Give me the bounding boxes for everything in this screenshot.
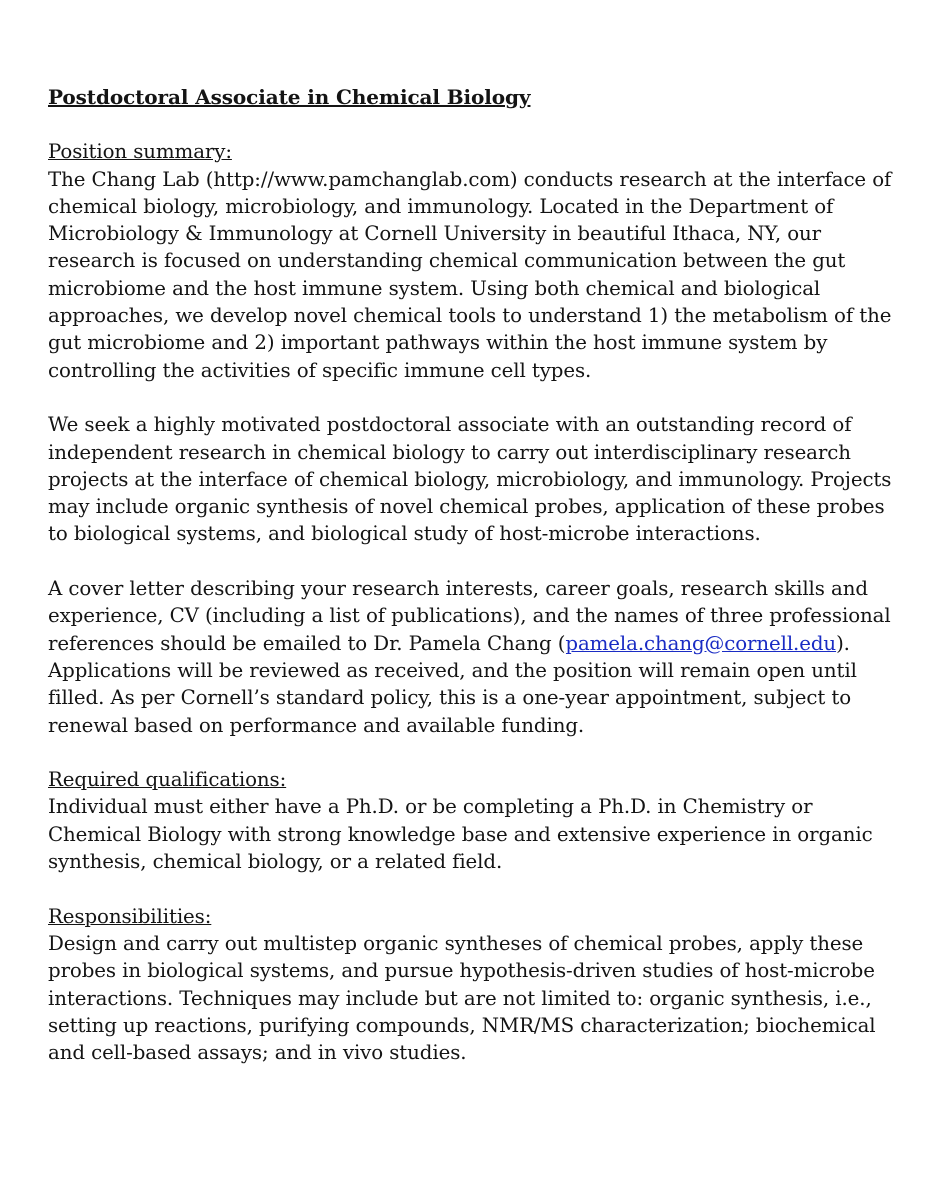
application-instructions-paragraph (48, 575, 893, 739)
responsibilities-heading: Responsibilities: (48, 904, 212, 928)
required-qualifications-text: Individual must either have a Ph.D. or be completing a Ph.D. in Chemistry or Chemical Biology with strong knowledge base and extensive experience in organic synthesis, chemical biology, or a related field. (48, 795, 873, 874)
responsibilities-text: Design and carry out multistep organic syntheses of chemical probes, apply these probes in biological systems, and pursue hypothesis-driven studies of host-microbe interactions. Techniques may include but are not limited to: organic synthesis, i.e., setting up reactions, purifying compounds, NMR/MS characterization; biochemical and cell-based assays; and in vivo studies. (48, 931, 876, 1065)
position-summary-paragraph-1: The Chang Lab (http://www.pamchanglab.com) conducts research at the interface of chemical biology, microbiology, and immunology. Located in the Department of Microbiology & Immunology at Cornell University in beautiful Ithaca, NY, our research is focused on understanding chemical communication between the gut microbiome and the host immune system. Using both chemical and biological approaches, we develop novel chemical tools to understand 1) the metabolism of the gut microbiome and 2) important pathways within the host immune system by controlling the activities of specific immune cell types. (48, 167, 892, 382)
document-title: Postdoctoral Associate in Chemical Biology (48, 85, 531, 109)
application-text-after-email: ). Applications will be reviewed as received, and the position will remain open until filled. As per Cornell’s standard policy, this is a one-year appointment, subject to renewal based on performance and available funding. (48, 631, 857, 737)
responsibilities-section (48, 903, 893, 1067)
contact-email-link[interactable]: pamela.chang@cornell.edu (565, 631, 837, 655)
position-summary-paragraph-2: We seek a highly motivated postdoctoral associate with an outstanding record of independent research in chemical biology to carry out interdisciplinary research projects at the interface of chemical biology, microbiology, and immunology. Projects may include organic synthesis of novel chemical probes, application of these probes to biological systems, and biological study of host-microbe interactions. (48, 413, 892, 546)
document-page (48, 84, 893, 1094)
required-qualifications-heading: Required qualifications: (48, 768, 287, 792)
position-summary-section (48, 138, 893, 384)
application-text-before-email: A cover letter describing your research interests, career goals, research skills and experience, CV (including a list of publications), and the names of three professional references should be emailed to Dr. Pamela Chang ( (48, 577, 891, 655)
required-qualifications-section (48, 766, 893, 875)
position-summary-heading: Position summary: (48, 140, 232, 164)
